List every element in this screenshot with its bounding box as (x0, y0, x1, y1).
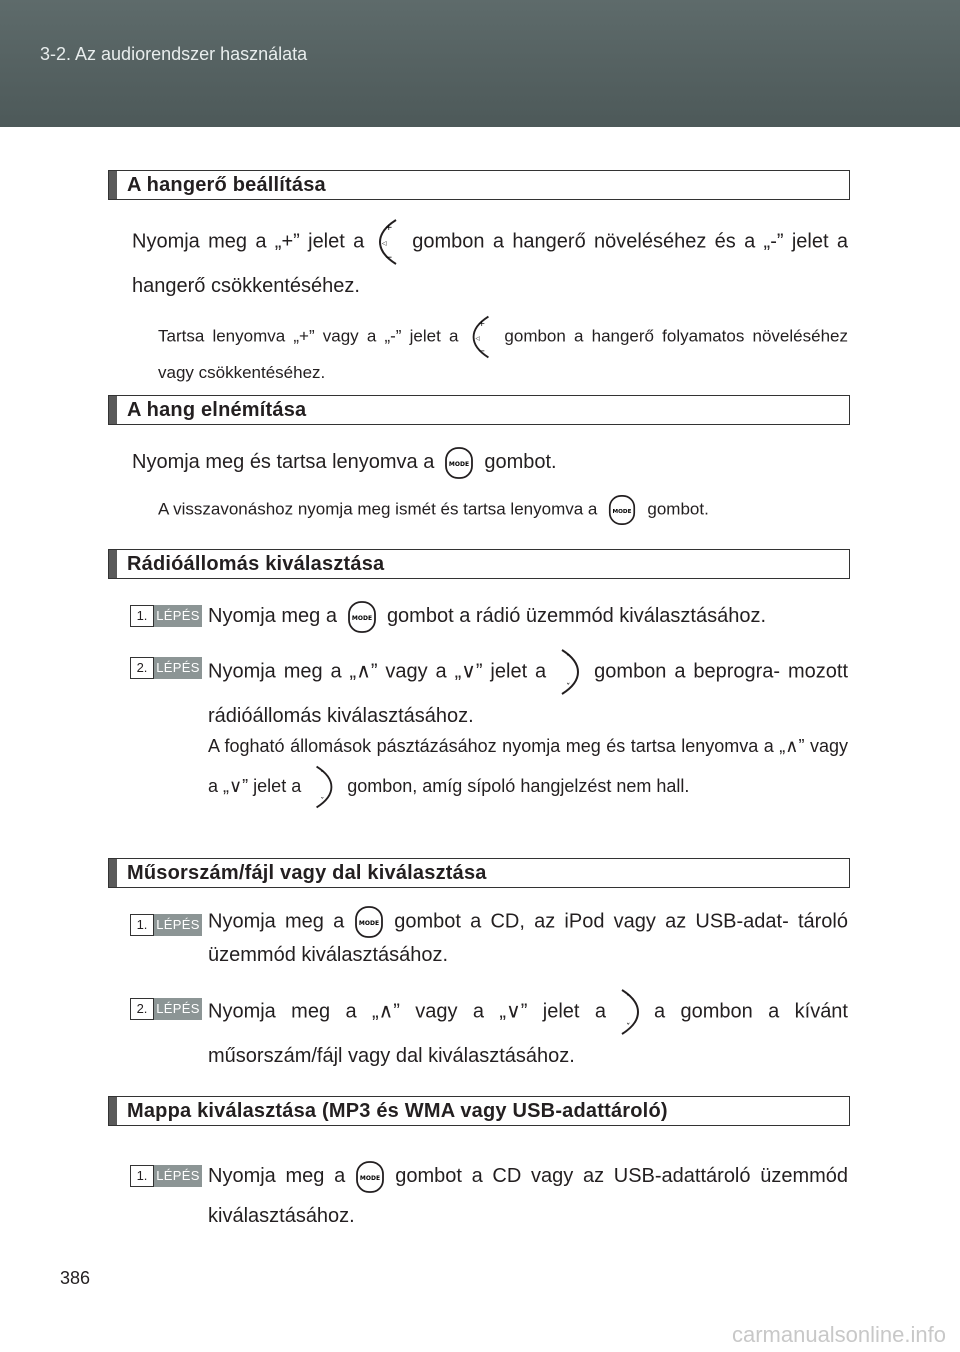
radio-note: A fogható állomások pásztázásához nyomja meg és tartsa lenyomva a „∧” vagy a „∨” jelet a ˆ ˇ gombon, amíg sípoló hangjelzést nem hall. (208, 728, 848, 810)
step-badge: 1. LÉPÉS (130, 1165, 202, 1187)
section-volume-heading (108, 170, 850, 200)
radio-step-1: Nyomja meg a MODE gombot a rádió üzemmód kiválasztásához. (208, 596, 848, 636)
volume-switch-icon (468, 314, 494, 360)
svg-text:ˇ: ˇ (320, 795, 325, 806)
svg-text:+: + (385, 223, 393, 233)
svg-text:MODE: MODE (359, 920, 380, 927)
seek-switch-icon (311, 764, 337, 810)
mode-button-icon (607, 494, 637, 526)
svg-text:ˇ: ˇ (566, 683, 571, 693)
watermark: carmanualsonline.info (731, 1322, 946, 1347)
svg-text:MODE: MODE (351, 614, 373, 622)
section-title: Mappa kiválasztása (MP3 és WMA vagy USB-adattároló) (127, 1100, 668, 1122)
section-title: A hangerő beállítása (127, 174, 326, 196)
svg-text:−: − (478, 345, 486, 356)
section-title: A hang elnémítása (127, 399, 307, 421)
section-title: Rádióállomás kiválasztása (127, 553, 385, 575)
svg-text:ˆ: ˆ (625, 994, 631, 1004)
radio-step-2: Nyomja meg a „∧” vagy a „∨” jelet a ˆ ˇ gombon a beprogra- mozott rádióállomás kiválasztásához. (208, 648, 848, 736)
step-badge: 1. LÉPÉS (130, 605, 202, 627)
section-title: Műsorszám/fájl vagy dal kiválasztása (127, 862, 487, 884)
svg-text:MODE: MODE (449, 460, 470, 468)
mode-button-icon (444, 446, 474, 480)
svg-text:◁: ◁ (382, 240, 387, 247)
svg-text:+: + (478, 317, 486, 328)
seek-switch-icon (616, 988, 644, 1036)
mute-instruction: Nyomja meg és tartsa lenyomva a MODE gombot. (132, 442, 848, 482)
svg-text:ˇ: ˇ (625, 1023, 631, 1033)
svg-text:◁: ◁ (475, 335, 481, 342)
mode-button-icon (355, 1160, 385, 1194)
step-badge: 1. LÉPÉS (130, 914, 202, 936)
seek-switch-icon (556, 648, 584, 696)
volume-instruction: Nyomja meg a „+” jelet a + − ◁ gombon a hangerő növeléséhez és a „-” jelet a hangerő csökkentéséhez. (132, 218, 848, 306)
chapter-title: 3-2. Az audiorendszer használata (40, 44, 308, 64)
svg-text:ˆ: ˆ (320, 768, 325, 779)
section-radio-heading (108, 549, 850, 579)
svg-text:MODE: MODE (360, 1174, 381, 1182)
track-step-1: Nyomja meg a MODE gombot a CD, az iPod vagy az USB-adat- tároló üzemmód kiválasztásához. (208, 905, 848, 971)
track-step-2: Nyomja meg a „∧” vagy a „∨” jelet a ˆ ˇ a gombon a kívánt műsorszám/fájl vagy dal kiválasztásához. (208, 988, 848, 1076)
svg-text:ˆ: ˆ (566, 654, 571, 664)
folder-step-1: Nyomja meg a MODE gombot a CD vagy az USB-adattároló üzemmód kiválasztásához. (208, 1156, 848, 1236)
page-number: 386 (60, 1268, 91, 1288)
section-mute-heading (108, 395, 850, 425)
step-badge: 2. LÉPÉS (130, 998, 202, 1020)
volume-note: Tartsa lenyomva „+” vagy a „-” jelet a + − ◁ gombon a hangerő folyamatos növeléséhez vagy csökkentéséhez. (158, 314, 848, 385)
section-folder-heading (108, 1096, 850, 1126)
section-track-heading (108, 858, 850, 888)
mode-button-icon (347, 600, 377, 634)
svg-text:−: − (385, 253, 393, 263)
step-badge: 2. LÉPÉS (130, 657, 202, 679)
mute-note: A visszavonáshoz nyomja meg ismét és tartsa lenyomva a MODE gombot. (158, 494, 848, 526)
mode-button-icon (354, 905, 384, 939)
page-header (0, 0, 960, 127)
svg-text:MODE: MODE (612, 508, 632, 515)
volume-switch-icon (374, 218, 402, 266)
